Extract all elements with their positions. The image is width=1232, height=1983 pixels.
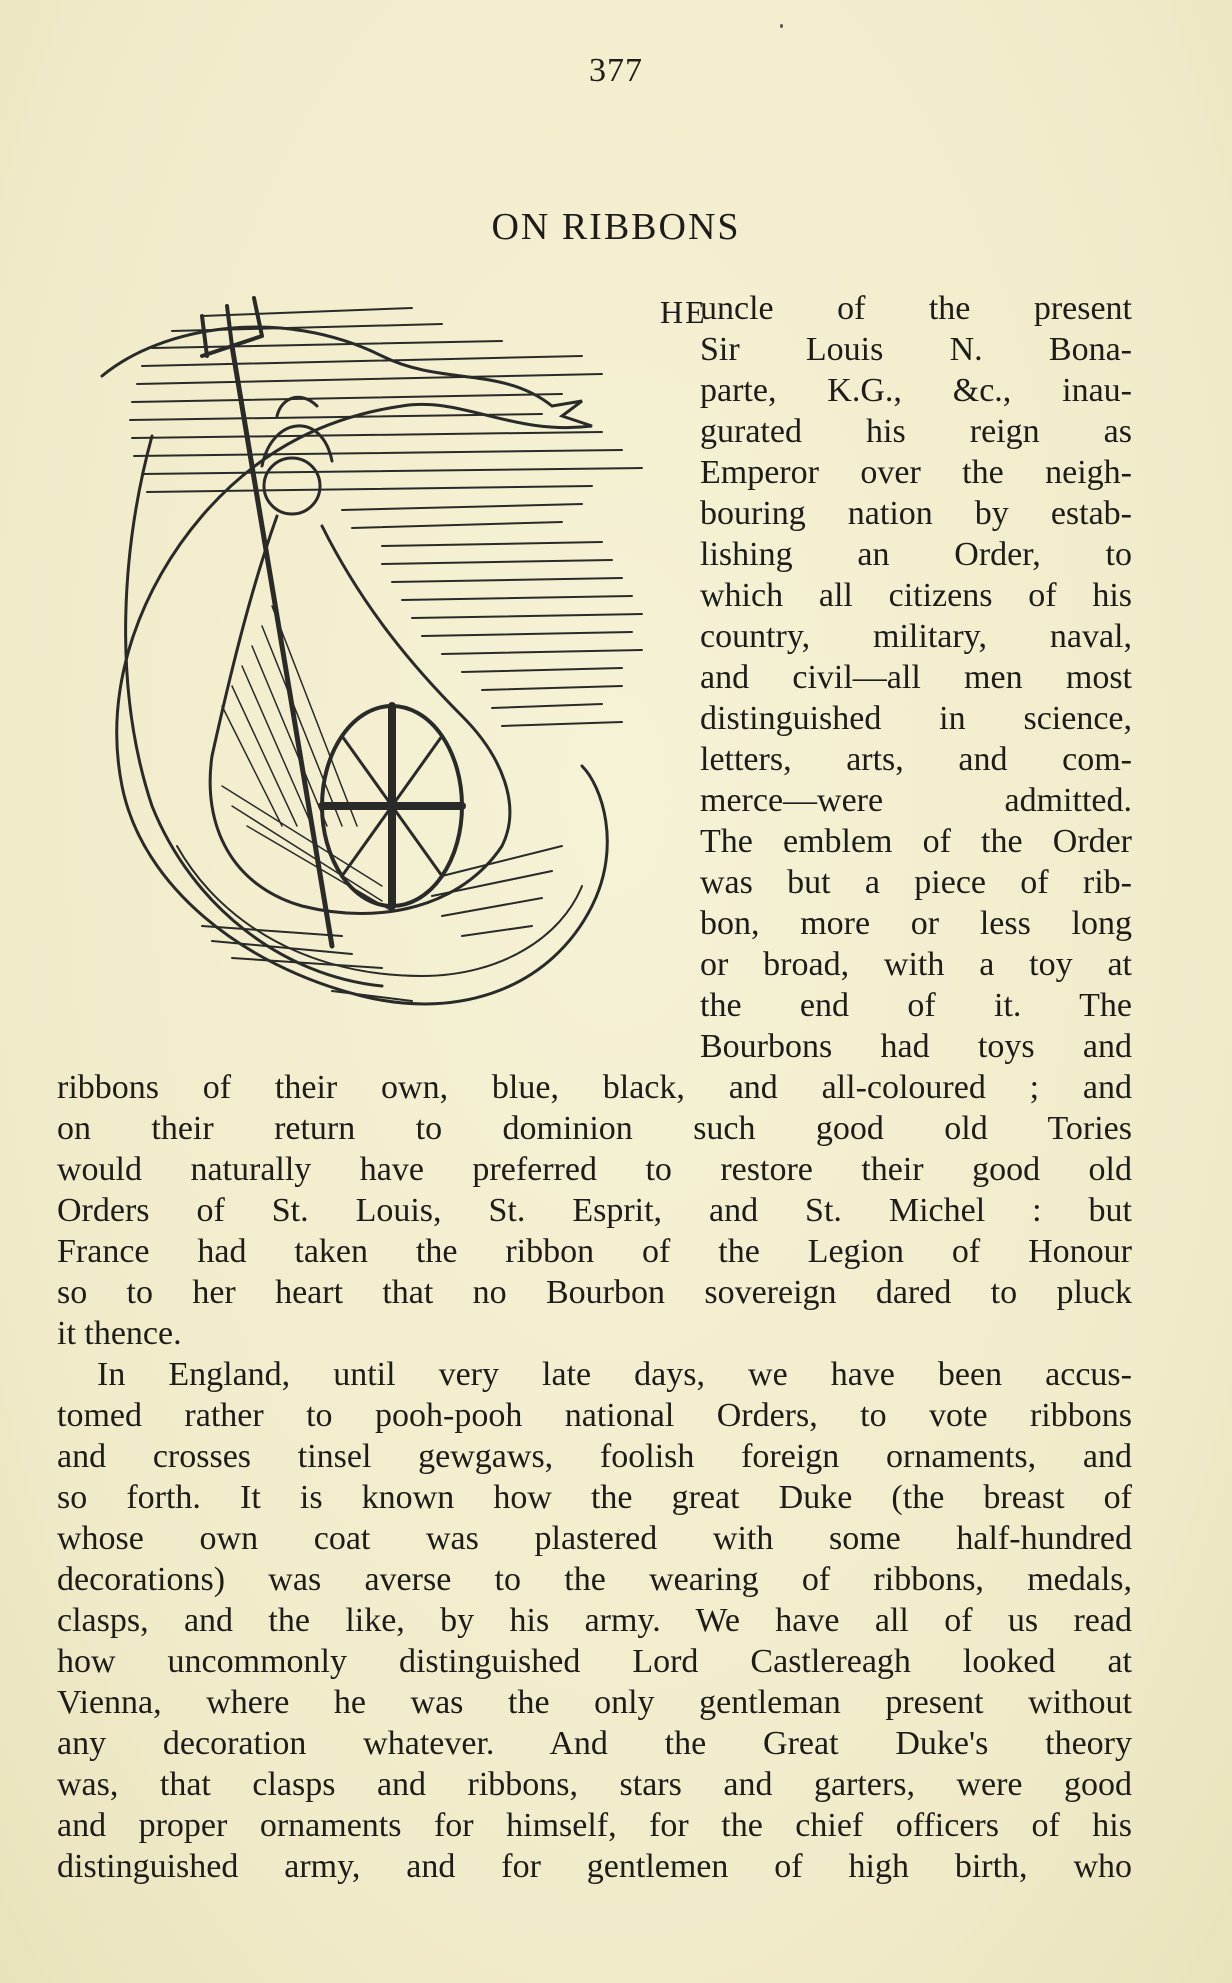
text-line: letters, arts, and com- (700, 741, 1132, 778)
figure-head (264, 458, 320, 514)
text-line: how uncommonly distinguished Lord Castlereagh looked at (57, 1643, 1132, 1680)
text-line: would naturally have preferred to restore their good old (57, 1151, 1132, 1188)
text-line: it thence. (57, 1315, 182, 1352)
text-line: bon, more or less long (700, 905, 1132, 942)
text-line: France had taken the ribbon of the Legion of Honour (57, 1233, 1132, 1270)
text-line: bouring nation by estab- (700, 495, 1132, 532)
body-text-block (57, 1067, 1132, 1887)
text-line: so to her heart that no Bourbon sovereign dared to pluck (57, 1274, 1132, 1311)
text-line: which all citizens of his (700, 577, 1132, 614)
text-line: or broad, with a toy at (700, 946, 1132, 983)
text-line: and crosses tinsel gewgaws, foolish foreign ornaments, and (57, 1438, 1132, 1475)
ribbon-outline (102, 327, 607, 1004)
text-line: and civil—all men most (700, 659, 1132, 696)
text-line: Orders of St. Louis, St. Esprit, and St. Michel : but (57, 1192, 1132, 1229)
drop-cap: HE (660, 294, 707, 330)
text-line: was, that clasps and ribbons, stars and garters, were good (57, 1766, 1132, 1803)
text-line: Sir Louis N. Bona- (700, 331, 1132, 368)
text-line: the end of it. The (700, 987, 1132, 1024)
text-line: merce—were admitted. (700, 782, 1132, 819)
text-line: lishing an Order, to (700, 536, 1132, 573)
text-line: distinguished army, and for gentlemen of high birth, who (57, 1848, 1132, 1885)
text-line: parte, K.G., &c., inau- (700, 372, 1132, 409)
text-line: Bourbons had toys and (700, 1028, 1132, 1065)
text-line: Vienna, where he was the only gentleman present without (57, 1684, 1132, 1721)
ink-speck (780, 24, 783, 28)
text-line: uncle of the present (700, 290, 1132, 327)
text-line: ribbons of their own, blue, black, and all-coloured ; and (57, 1069, 1132, 1106)
paragraph-start-line: In England, until very late days, we have been accus- (97, 1356, 1132, 1393)
text-line: clasps, and the like, by his army. We have all of us read (57, 1602, 1132, 1639)
text-line: distinguished in science, (700, 700, 1132, 737)
sky-hatching (130, 308, 642, 726)
text-line: was but a piece of rib- (700, 864, 1132, 901)
chapter-title: ON RIBBONS (491, 206, 741, 248)
text-line: Emperor over the neigh- (700, 454, 1132, 491)
text-line: The emblem of the Order (700, 823, 1132, 860)
waves-hatching (202, 846, 562, 1001)
text-line: whose own coat was plastered with some half-hundred (57, 1520, 1132, 1557)
text-line: gurated his reign as (700, 413, 1132, 450)
text-line: country, military, naval, (700, 618, 1132, 655)
britannia-engraving-icon (82, 286, 652, 1036)
text-line: tomed rather to pooh-pooh national Orders, to vote ribbons (57, 1397, 1132, 1434)
text-line: any decoration whatever. And the Great Duke's theory (57, 1725, 1132, 1762)
page-number: 377 (589, 52, 643, 89)
wrapped-text-block (700, 288, 1132, 1067)
text-line: decorations) was averse to the wearing of ribbons, medals, (57, 1561, 1132, 1598)
text-line: so forth. It is known how the great Duke (the breast of (57, 1479, 1132, 1516)
text-line: on their return to dominion such good old Tories (57, 1110, 1132, 1147)
text-line: and proper ornaments for himself, for the chief officers of his (57, 1807, 1132, 1844)
